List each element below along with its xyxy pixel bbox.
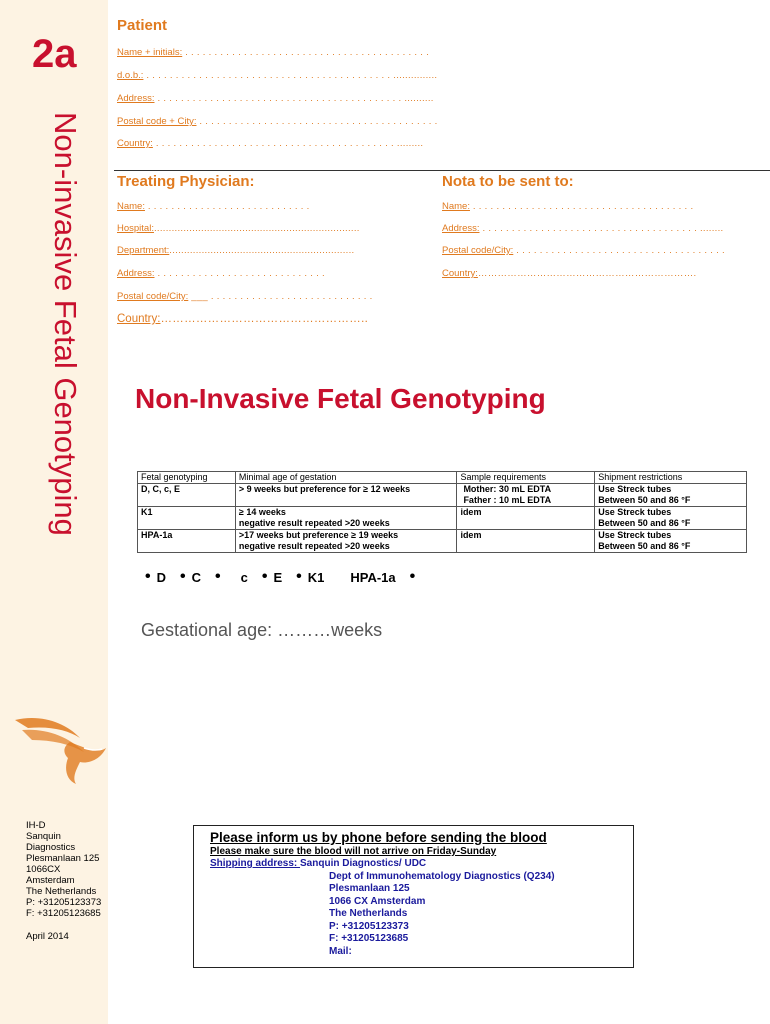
field-dots: ...................................................................... (153, 223, 360, 234)
checkbox-bullet[interactable]: • (409, 568, 416, 585)
field-label: Name: (117, 201, 145, 212)
field-label: d.o.b.: (117, 70, 144, 81)
main-title: Non-Invasive Fetal Genotyping (135, 383, 546, 414)
physician-department-field[interactable] (117, 245, 354, 256)
physician-section-title: Treating Physician: (117, 173, 255, 190)
checkbox-bullet[interactable]: • (215, 568, 221, 585)
table-row (138, 484, 747, 507)
physician-postal-field[interactable] (117, 291, 373, 302)
field-label: Address: (117, 268, 155, 279)
cell-line: Father : 10 mL EDTA (463, 495, 552, 505)
cell-line: Between 50 and 86 °F (598, 495, 691, 505)
antigen-option-c-upper: C (191, 569, 201, 585)
checkbox-bullet[interactable]: • (296, 568, 302, 585)
column-header: Fetal genotyping (138, 472, 236, 484)
shipping-address-line (210, 858, 617, 871)
genotype-cell: K1 (138, 507, 236, 530)
field-label: Postal code/City: (117, 291, 189, 302)
field-dots: . . . . . . . . . . . . . . . . . . . . . . . . . . . . . . . . . . . . . . . . . . .......... (154, 93, 434, 104)
nota-name-field[interactable] (442, 201, 693, 212)
field-dots: . . . . . . . . . . . . . . . . . . . . . . . . . . . . . . . . . . . . . . . . . . ............... (143, 70, 438, 81)
field-label: Address: (442, 223, 480, 234)
vertical-form-title: Non-invasive Fetal Genotyping (48, 112, 83, 536)
cell-line: negative result repeated >20 weeks (238, 518, 390, 528)
cell-line: negative result repeated >20 weeks (238, 541, 390, 551)
patient-section-title: Patient (117, 17, 168, 34)
gestation-cell (235, 507, 457, 530)
field-dots: ............................................................... (169, 245, 355, 256)
table-header-row (138, 472, 747, 484)
form-date: April 2014 (26, 931, 69, 942)
field-dots: …………………………………………….. (160, 313, 369, 325)
address-line: Plesmanlaan 125 (26, 853, 100, 864)
field-dots: . . . . . . . . . . . . . . . . . . . . . . . . . . . . . . . . . . . . . . . . . ......... (152, 138, 424, 149)
column-header: Sample requirements (457, 472, 595, 484)
antigen-option-hpa1a: HPA-1a (350, 569, 396, 585)
field-label: Country: (442, 268, 478, 279)
table-row (138, 530, 747, 553)
sample-cell (457, 484, 595, 507)
field-label: Name: (442, 201, 470, 212)
address-line: 1066 CX Amsterdam (329, 895, 426, 907)
address-line: Dept of Immunohematology Diagnostics (Q234) (329, 870, 555, 882)
info-warning: Please make sure the blood will not arrive on Friday-Sunday (210, 846, 497, 857)
physician-country-field[interactable] (117, 313, 368, 325)
field-label: Country: (117, 313, 161, 325)
address-line: Plesmanlaan 125 (329, 883, 410, 894)
section-divider (114, 170, 770, 171)
column-header: Shipment restrictions (595, 472, 747, 484)
physician-address-field[interactable] (117, 268, 325, 279)
field-dots: ___ . . . . . . . . . . . . . . . . . . . . . . . . . . . . (188, 291, 373, 302)
sender-address (26, 820, 101, 919)
patient-dob-field[interactable] (117, 70, 437, 81)
checkbox-bullet[interactable]: • (261, 568, 268, 585)
cell-line: idem (460, 507, 482, 517)
checkbox-bullet[interactable]: • (180, 568, 186, 585)
shipping-info-box (193, 825, 634, 968)
nota-section-title: Nota to be sent to: (442, 173, 574, 190)
sample-cell (457, 507, 595, 530)
cell-line: Use Streck tubes (598, 484, 672, 494)
address-line: The Netherlands (26, 886, 97, 897)
antigen-option-e: E (273, 569, 283, 585)
address-line: The Netherlands (329, 908, 408, 919)
cell-line: > 9 weeks but preference for ≥ 12 weeks (238, 484, 411, 494)
genotype-cell: D, C, c, E (138, 484, 236, 507)
pelican-logo-icon (10, 708, 110, 788)
checkbox-bullet[interactable]: • (145, 568, 151, 585)
gestational-age-field[interactable]: Gestational age: ………weeks (141, 620, 383, 640)
sample-cell (457, 530, 595, 553)
cell-line: Use Streck tubes (598, 530, 672, 540)
shipping-label: Shipping address: (210, 858, 301, 869)
cell-line: Between 50 and 86 °F (598, 518, 691, 528)
field-dots: . . . . . . . . . . . . . . . . . . . . . . . . . . . . . . . . . . . . . . . . . (196, 116, 438, 127)
address-line: 1066CX (26, 864, 61, 875)
genotyping-table (137, 471, 747, 553)
cell-line: idem (460, 530, 482, 540)
phone-line: P: +31205123373 (329, 920, 409, 932)
gestation-cell (235, 530, 457, 553)
patient-address-field[interactable] (117, 93, 434, 104)
field-dots: …………………………………………………………. (477, 268, 697, 279)
field-dots: . . . . . . . . . . . . . . . . . . . . . . . . . . . . . (154, 268, 325, 279)
antigen-option-c-lower: c (240, 569, 248, 585)
physician-hospital-field[interactable] (117, 223, 360, 234)
field-dots: . . . . . . . . . . . . . . . . . . . . . . . . . . . . . . . . . . . . . . . . . . (182, 47, 430, 58)
patient-name-field[interactable] (117, 47, 429, 58)
patient-postal-field[interactable] (117, 116, 438, 127)
nota-address-field[interactable] (442, 223, 723, 234)
shipment-cell (595, 484, 747, 507)
table-row (138, 507, 747, 530)
field-label: Address: (117, 93, 155, 104)
shipment-cell (595, 530, 747, 553)
mail-line: Mail: (329, 945, 352, 957)
cell-line: Between 50 and 86 °F (598, 541, 691, 551)
field-label: Department: (117, 245, 170, 256)
field-label: Postal code + City: (117, 116, 197, 127)
antigen-checklist (145, 568, 421, 586)
info-heading: Please inform us by phone before sending the blood (210, 830, 547, 845)
fax-line: F: +31205123685 (329, 933, 409, 944)
form-number: 2a (32, 32, 77, 76)
field-label: Country: (117, 138, 153, 149)
shipment-cell (595, 507, 747, 530)
field-label: Postal code/City: (442, 245, 514, 256)
field-label: Hospital: (117, 223, 154, 234)
address-line: IH-D (26, 820, 46, 831)
address-line: Amsterdam (26, 875, 75, 886)
antigen-option-k1: K1 (307, 569, 325, 585)
field-label: Name + initials: (117, 47, 183, 58)
cell-line: ≥ 14 weeks (238, 507, 286, 517)
patient-country-field[interactable] (117, 138, 423, 149)
genotype-cell: HPA-1a (138, 530, 236, 553)
address-line: Diagnostics (26, 842, 76, 853)
cell-line: >17 weeks but preference ≥ 19 weeks (238, 530, 399, 540)
field-dots: . . . . . . . . . . . . . . . . . . . . . . . . . . . . (144, 201, 310, 212)
field-dots: . . . . . . . . . . . . . . . . . . . . . . . . . . . . . . . . . . . . (513, 245, 725, 256)
nota-country-field[interactable] (442, 268, 696, 279)
physician-name-field[interactable] (117, 201, 310, 212)
cell-line: Use Streck tubes (598, 507, 672, 517)
address-line: P: +31205123373 (26, 897, 102, 908)
shipping-name: Sanquin Diagnostics/ UDC (300, 858, 427, 869)
address-line: F: +31205123685 (26, 908, 101, 919)
field-dots: . . . . . . . . . . . . . . . . . . . . . . . . . . . . . . . . . . . . . ........ (479, 223, 724, 234)
nota-postal-field[interactable] (442, 245, 725, 256)
gestation-cell (235, 484, 457, 507)
field-dots: . . . . . . . . . . . . . . . . . . . . . . . . . . . . . . . . . . . . . . (469, 201, 694, 212)
column-header: Minimal age of gestation (235, 472, 457, 484)
antigen-option-d: D (156, 569, 166, 585)
address-line: Sanquin (26, 831, 61, 842)
cell-line: Mother: 30 mL EDTA (463, 484, 552, 494)
